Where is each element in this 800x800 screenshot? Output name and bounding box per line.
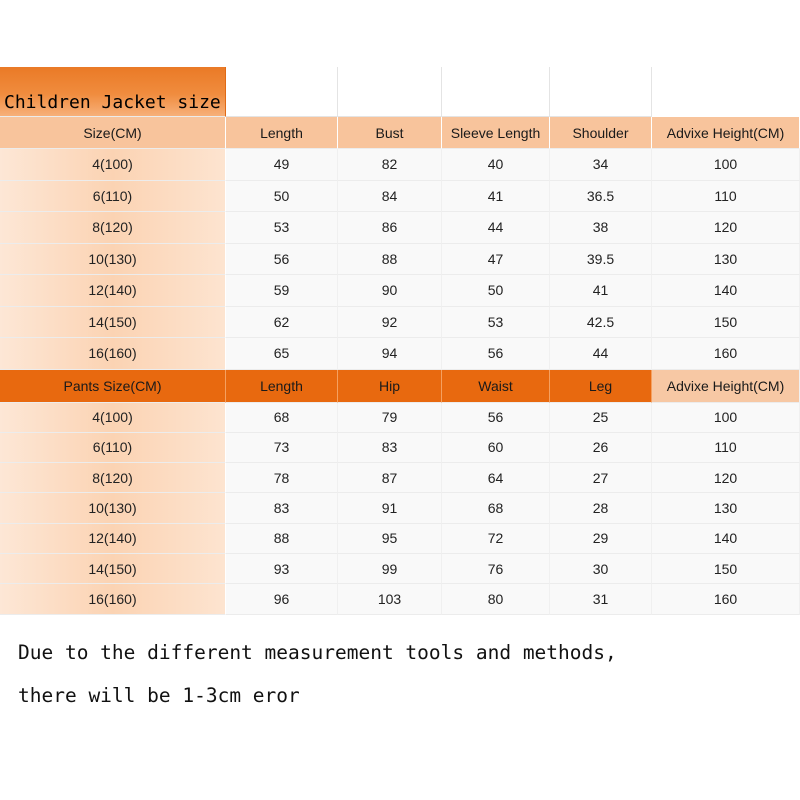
table-cell: 140 [652,524,800,554]
column-header: Leg [550,370,652,403]
blank-cell [226,67,338,117]
size-cell: 4(100) [0,403,226,433]
blank-cell [442,67,550,117]
table-cell: 120 [652,463,800,493]
table-row [0,463,800,493]
table-cell: 50 [442,275,550,307]
table-cell: 68 [442,493,550,523]
blank-cell [338,67,442,117]
table-cell: 64 [442,463,550,493]
table-cell: 31 [550,584,652,614]
pants-header-row [0,370,800,403]
table-cell: 50 [226,181,338,213]
size-cell: 16(160) [0,584,226,614]
table-cell: 150 [652,554,800,584]
table-cell: 100 [652,403,800,433]
table-cell: 83 [226,493,338,523]
table-cell: 44 [550,338,652,370]
table-cell: 29 [550,524,652,554]
column-header: Advixe Height(CM) [652,370,800,403]
table-row [0,212,800,244]
table-cell: 130 [652,493,800,523]
table-cell: 25 [550,403,652,433]
size-cell: 6(110) [0,433,226,463]
size-cell: 8(120) [0,212,226,244]
table-row [0,338,800,370]
table-cell: 110 [652,433,800,463]
table-cell: 56 [442,403,550,433]
column-header: Sleeve Length [442,117,550,149]
table-cell: 83 [338,433,442,463]
size-cell: 10(130) [0,244,226,276]
jacket-title-row [0,67,800,117]
jacket-title: Children Jacket size [0,67,226,117]
table-cell: 68 [226,403,338,433]
table-cell: 76 [442,554,550,584]
size-cell: 10(130) [0,493,226,523]
table-cell: 87 [338,463,442,493]
table-cell: 103 [338,584,442,614]
table-cell: 26 [550,433,652,463]
table-row [0,181,800,213]
table-cell: 80 [442,584,550,614]
table-cell: 42.5 [550,307,652,339]
table-cell: 38 [550,212,652,244]
table-cell: 130 [652,244,800,276]
table-cell: 53 [442,307,550,339]
table-cell: 65 [226,338,338,370]
table-cell: 62 [226,307,338,339]
table-cell: 30 [550,554,652,584]
table-cell: 91 [338,493,442,523]
table-cell: 100 [652,149,800,181]
column-header: Length [226,370,338,403]
column-header: Bust [338,117,442,149]
size-cell: 8(120) [0,463,226,493]
column-header: Advixe Height(CM) [652,117,800,149]
table-cell: 40 [442,149,550,181]
table-cell: 88 [338,244,442,276]
table-row [0,149,800,181]
blank-cell [652,67,800,117]
table-cell: 160 [652,338,800,370]
table-cell: 44 [442,212,550,244]
table-row [0,493,800,523]
table-cell: 160 [652,584,800,614]
size-chart [0,67,800,615]
table-cell: 28 [550,493,652,523]
table-cell: 34 [550,149,652,181]
size-cell: 16(160) [0,338,226,370]
size-cell: 12(140) [0,275,226,307]
size-cell: 14(150) [0,307,226,339]
table-row [0,433,800,463]
size-cell: 6(110) [0,181,226,213]
table-cell: 99 [338,554,442,584]
table-cell: 120 [652,212,800,244]
column-header: Hip [338,370,442,403]
measurement-note-line2: there will be 1-3cm eror [18,684,300,707]
table-cell: 150 [652,307,800,339]
table-row [0,244,800,276]
table-cell: 47 [442,244,550,276]
table-cell: 140 [652,275,800,307]
table-cell: 88 [226,524,338,554]
table-cell: 53 [226,212,338,244]
table-cell: 84 [338,181,442,213]
jacket-header-row [0,117,800,149]
table-row [0,275,800,307]
column-header: Size(CM) [0,117,226,149]
table-row [0,524,800,554]
table-cell: 60 [442,433,550,463]
column-header: Shoulder [550,117,652,149]
size-cell: 4(100) [0,149,226,181]
table-cell: 41 [550,275,652,307]
blank-cell [550,67,652,117]
table-cell: 27 [550,463,652,493]
table-cell: 94 [338,338,442,370]
table-cell: 36.5 [550,181,652,213]
table-cell: 110 [652,181,800,213]
table-cell: 41 [442,181,550,213]
table-cell: 49 [226,149,338,181]
table-cell: 82 [338,149,442,181]
column-header: Waist [442,370,550,403]
table-cell: 79 [338,403,442,433]
table-cell: 78 [226,463,338,493]
table-row [0,554,800,584]
table-cell: 72 [442,524,550,554]
size-cell: 12(140) [0,524,226,554]
table-cell: 92 [338,307,442,339]
table-row [0,403,800,433]
table-cell: 96 [226,584,338,614]
table-cell: 90 [338,275,442,307]
table-cell: 93 [226,554,338,584]
measurement-note-line1: Due to the different measurement tools and methods, [18,641,617,664]
table-cell: 59 [226,275,338,307]
size-cell: 14(150) [0,554,226,584]
table-row [0,307,800,339]
table-cell: 86 [338,212,442,244]
column-header: Length [226,117,338,149]
table-cell: 56 [442,338,550,370]
table-cell: 39.5 [550,244,652,276]
table-row [0,584,800,614]
table-cell: 95 [338,524,442,554]
table-cell: 73 [226,433,338,463]
column-header: Pants Size(CM) [0,370,226,403]
table-cell: 56 [226,244,338,276]
